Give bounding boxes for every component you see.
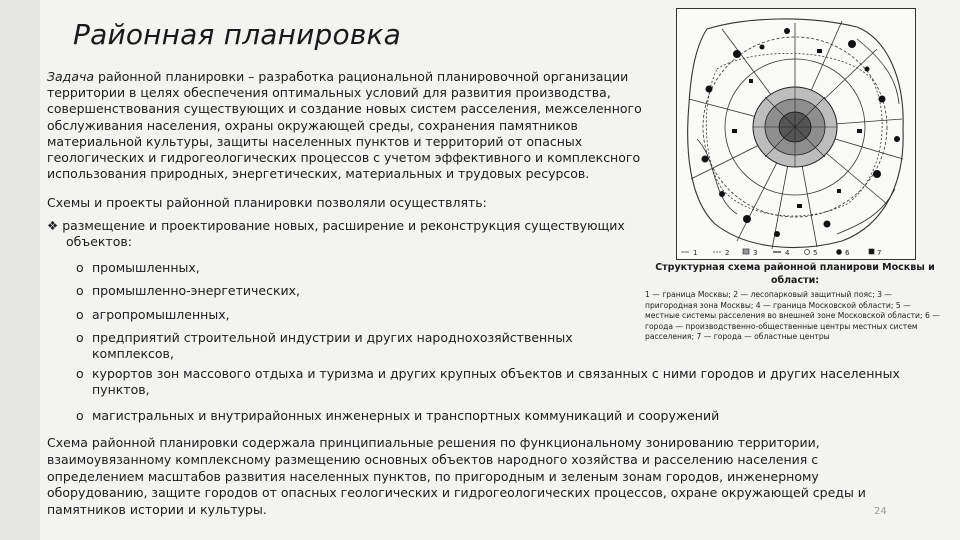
subitem-6 — [76, 408, 719, 424]
figure-caption-legend: 1 — граница Москвы; 2 — лесопарковый защитный пояс; 3 — пригородная зона Москвы; 4 — граница Московской области; 5 — местные системы расселения во внешней зоне Московской области; 6 — города — производственно-общественные центры местных систем расселения; 7 — города — областные центры — [645, 290, 940, 342]
map-legend-number: 2 — [725, 249, 730, 257]
map-legend-number: 6 — [845, 249, 850, 257]
circle-marker-icon: o — [76, 283, 84, 298]
map-legend-number: 1 — [693, 249, 698, 257]
figure-caption-title: Структурная схема районной планирови Москвы и области: — [655, 262, 935, 286]
subitem-4 — [76, 330, 573, 346]
subitem-1 — [76, 260, 200, 276]
circle-marker-icon: o — [76, 307, 84, 322]
subitem-4-cont: комплексов, — [92, 346, 174, 361]
intro-line-4: обслуживания населения, охраны окружающей среды, сохранения памятников — [47, 117, 578, 133]
final-line-4: оборудованию, защите городов от опасных геологических и гидрогеологических процессов, охране окружающей среды и — [47, 485, 866, 501]
intro-line-3: совершенствования существующих и создание новых систем расселения, межселенного — [47, 101, 642, 117]
slide-side-bar — [0, 0, 40, 540]
intro-lead-word: Задача — [47, 69, 95, 84]
bullet-line-2: объектов: — [66, 234, 132, 249]
moscow-region-map — [676, 8, 916, 260]
bullet-diamond-icon: ❖ — [47, 218, 59, 233]
bullet-line-1: размещение и проектирование новых, расширение и реконструкция существующих — [58, 218, 625, 233]
intro-line-6: геологических и гидрогеологических процессов с учетом эффективного и комплексного — [47, 150, 641, 166]
final-line-5: памятников истории и культуры. — [47, 502, 267, 518]
page-number: 24 — [874, 506, 887, 517]
subitem-2 — [76, 283, 300, 299]
subitem-5-cont: пунктов, — [92, 382, 150, 397]
map-legend-number: 7 — [877, 249, 882, 257]
final-paragraph — [47, 435, 866, 519]
map-drawing — [677, 9, 915, 259]
subitem-2-text: промышленно-энергетических, — [92, 283, 300, 298]
bullet-item — [47, 218, 625, 234]
circle-marker-icon: o — [76, 366, 84, 381]
circle-marker-icon: o — [76, 260, 84, 275]
map-legend-number: 4 — [785, 249, 790, 257]
circle-marker-icon: o — [76, 408, 84, 423]
subitem-3 — [76, 307, 230, 323]
intro-line-1 — [47, 69, 642, 85]
schemes-line: Схемы и проекты районной планировки позволяли осуществлять: — [47, 195, 487, 210]
intro-line-7: использования природных, энергетических, материальных и трудовых ресурсов. — [47, 166, 590, 182]
map-legend-number: 3 — [753, 249, 758, 257]
intro-line-5: материальной культуры, защиты населенных пунктов и территорий от опасных — [47, 133, 583, 149]
circle-marker-icon: o — [76, 330, 84, 345]
subitem-3-text: агропромышленных, — [92, 307, 230, 322]
subitem-1-text: промышленных, — [92, 260, 200, 275]
slide-title: Районная планировка — [73, 18, 402, 51]
subitem-4-text: предприятий строительной индустрии и других народнохозяйственных — [92, 330, 573, 345]
intro-line-2: территории в целях обеспечения оптимальных условий для развития производства, — [47, 85, 611, 101]
final-line-1: Схема районной планировки содержала принципиальные решения по функциональному зонированию территории, — [47, 435, 820, 450]
intro-line-1-text: районной планировки – разработка рациональной планировочной организации — [94, 69, 629, 84]
map-legend-number: 5 — [813, 249, 818, 257]
subitem-5 — [76, 366, 900, 382]
subitem-5-text: курортов зон массового отдыха и туризма и других крупных объектов и связанных с ними городов и других населенных — [92, 366, 900, 381]
subitem-6-text: магистральных и внутрирайонных инженерных и транспортных коммуникаций и сооружений — [92, 408, 720, 423]
intro-paragraph — [47, 69, 642, 182]
final-line-3: определением масштабов развития населенных пунктов, по пригородным и зеленым зонам городов, инженерному — [47, 468, 819, 484]
final-line-2: взаимоувязанному комплексному размещению основных объектов народного хозяйства и расселению населения с — [47, 451, 819, 467]
